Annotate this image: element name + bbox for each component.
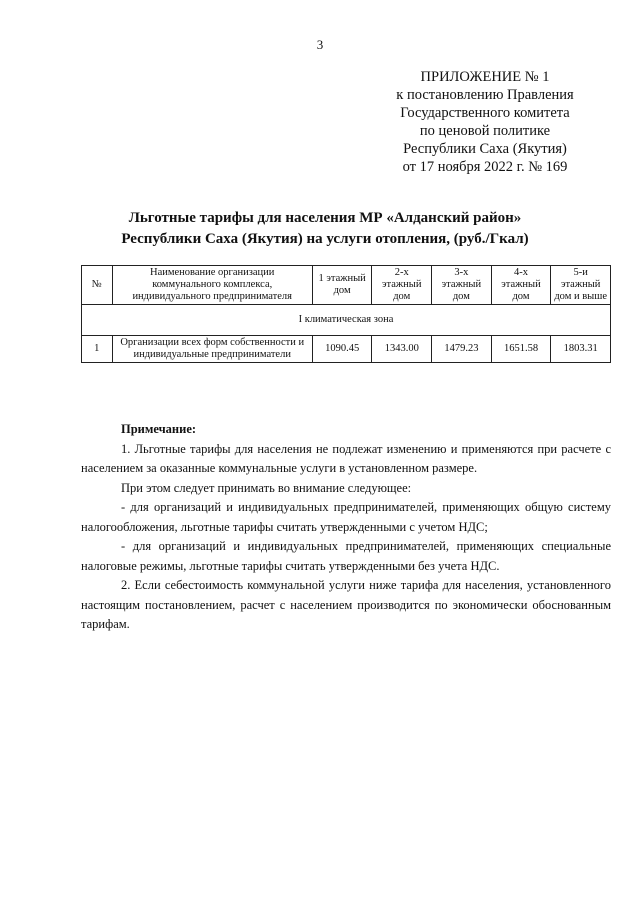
appendix-line: к постановлению Правления xyxy=(396,87,574,103)
row-value-1-floor: 1090.45 xyxy=(312,336,372,363)
appendix-line: Государственного комитета xyxy=(400,105,570,121)
row-value-3-floor: 1479.23 xyxy=(432,336,492,363)
page-number: 3 xyxy=(316,37,324,52)
header-num: № xyxy=(82,266,113,305)
note-paragraph-2: При этом следует принимать во внимание следующее: xyxy=(121,480,412,495)
note-paragraph-5: 2. Если себестоимость коммунальной услуги ниже тарифа для населения, установленного настоящим постановлением, расчет с населением производится по экономически обоснованным тарифам. xyxy=(81,578,611,631)
note-paragraph-1: 1. Льготные тарифы для населения не подлежат изменению и применяются при расчете с населением за оказанные коммунальные услуги в установленном размере. xyxy=(81,441,611,475)
document-title xyxy=(90,208,560,250)
appendix-title: ПРИЛОЖЕНИЕ № 1 xyxy=(420,69,550,85)
appendix-header xyxy=(380,68,590,176)
tariff-table xyxy=(81,265,611,363)
row-value-4-floor: 1651.58 xyxy=(491,336,551,363)
header-1-floor: 1 этажный дом xyxy=(312,266,372,305)
row-num: 1 xyxy=(82,336,113,363)
appendix-line: по ценовой политике xyxy=(419,123,551,139)
table-row xyxy=(82,336,611,363)
header-5-floor-plus: 5-и этажный дом и выше xyxy=(551,266,611,305)
header-3-floor: 3-х этажный дом xyxy=(432,266,492,305)
row-org-name: Организации всех форм собственности и индивидуальные предприниматели xyxy=(112,336,312,363)
row-value-5-floor-plus: 1803.31 xyxy=(551,336,611,363)
appendix-date: от 17 ноября 2022 г. № 169 xyxy=(402,159,568,175)
appendix-line: Республики Саха (Якутия) xyxy=(403,141,567,157)
header-2-floor: 2-х этажный дом xyxy=(372,266,432,305)
header-4-floor: 4-х этажный дом xyxy=(491,266,551,305)
row-value-2-floor: 1343.00 xyxy=(372,336,432,363)
header-org-name: Наименование организации коммунального комплекса, индивидуального предпринимателя xyxy=(112,266,312,305)
note-paragraph-3: - для организаций и индивидуальных предпринимателей, применяющих общую систему налогообложения, льготные тарифы считать утвержденными с учетом НДС; xyxy=(81,500,611,534)
table-header-row xyxy=(82,266,611,305)
notes-section xyxy=(81,420,611,635)
title-line-1: Льготные тарифы для населения МР «Алданский район» xyxy=(128,210,522,226)
climate-zone-label: I климатическая зона xyxy=(82,305,611,336)
note-paragraph-4: - для организаций и индивидуальных предпринимателей, применяющих специальные налоговые режимы, льготные тарифы считать утвержденными без учета НДС. xyxy=(81,539,611,573)
title-line-2: Республики Саха (Якутия) на услуги отопления, (руб./Гкал) xyxy=(121,231,529,247)
zone-row xyxy=(82,305,611,336)
notes-heading: Примечание: xyxy=(121,422,197,436)
